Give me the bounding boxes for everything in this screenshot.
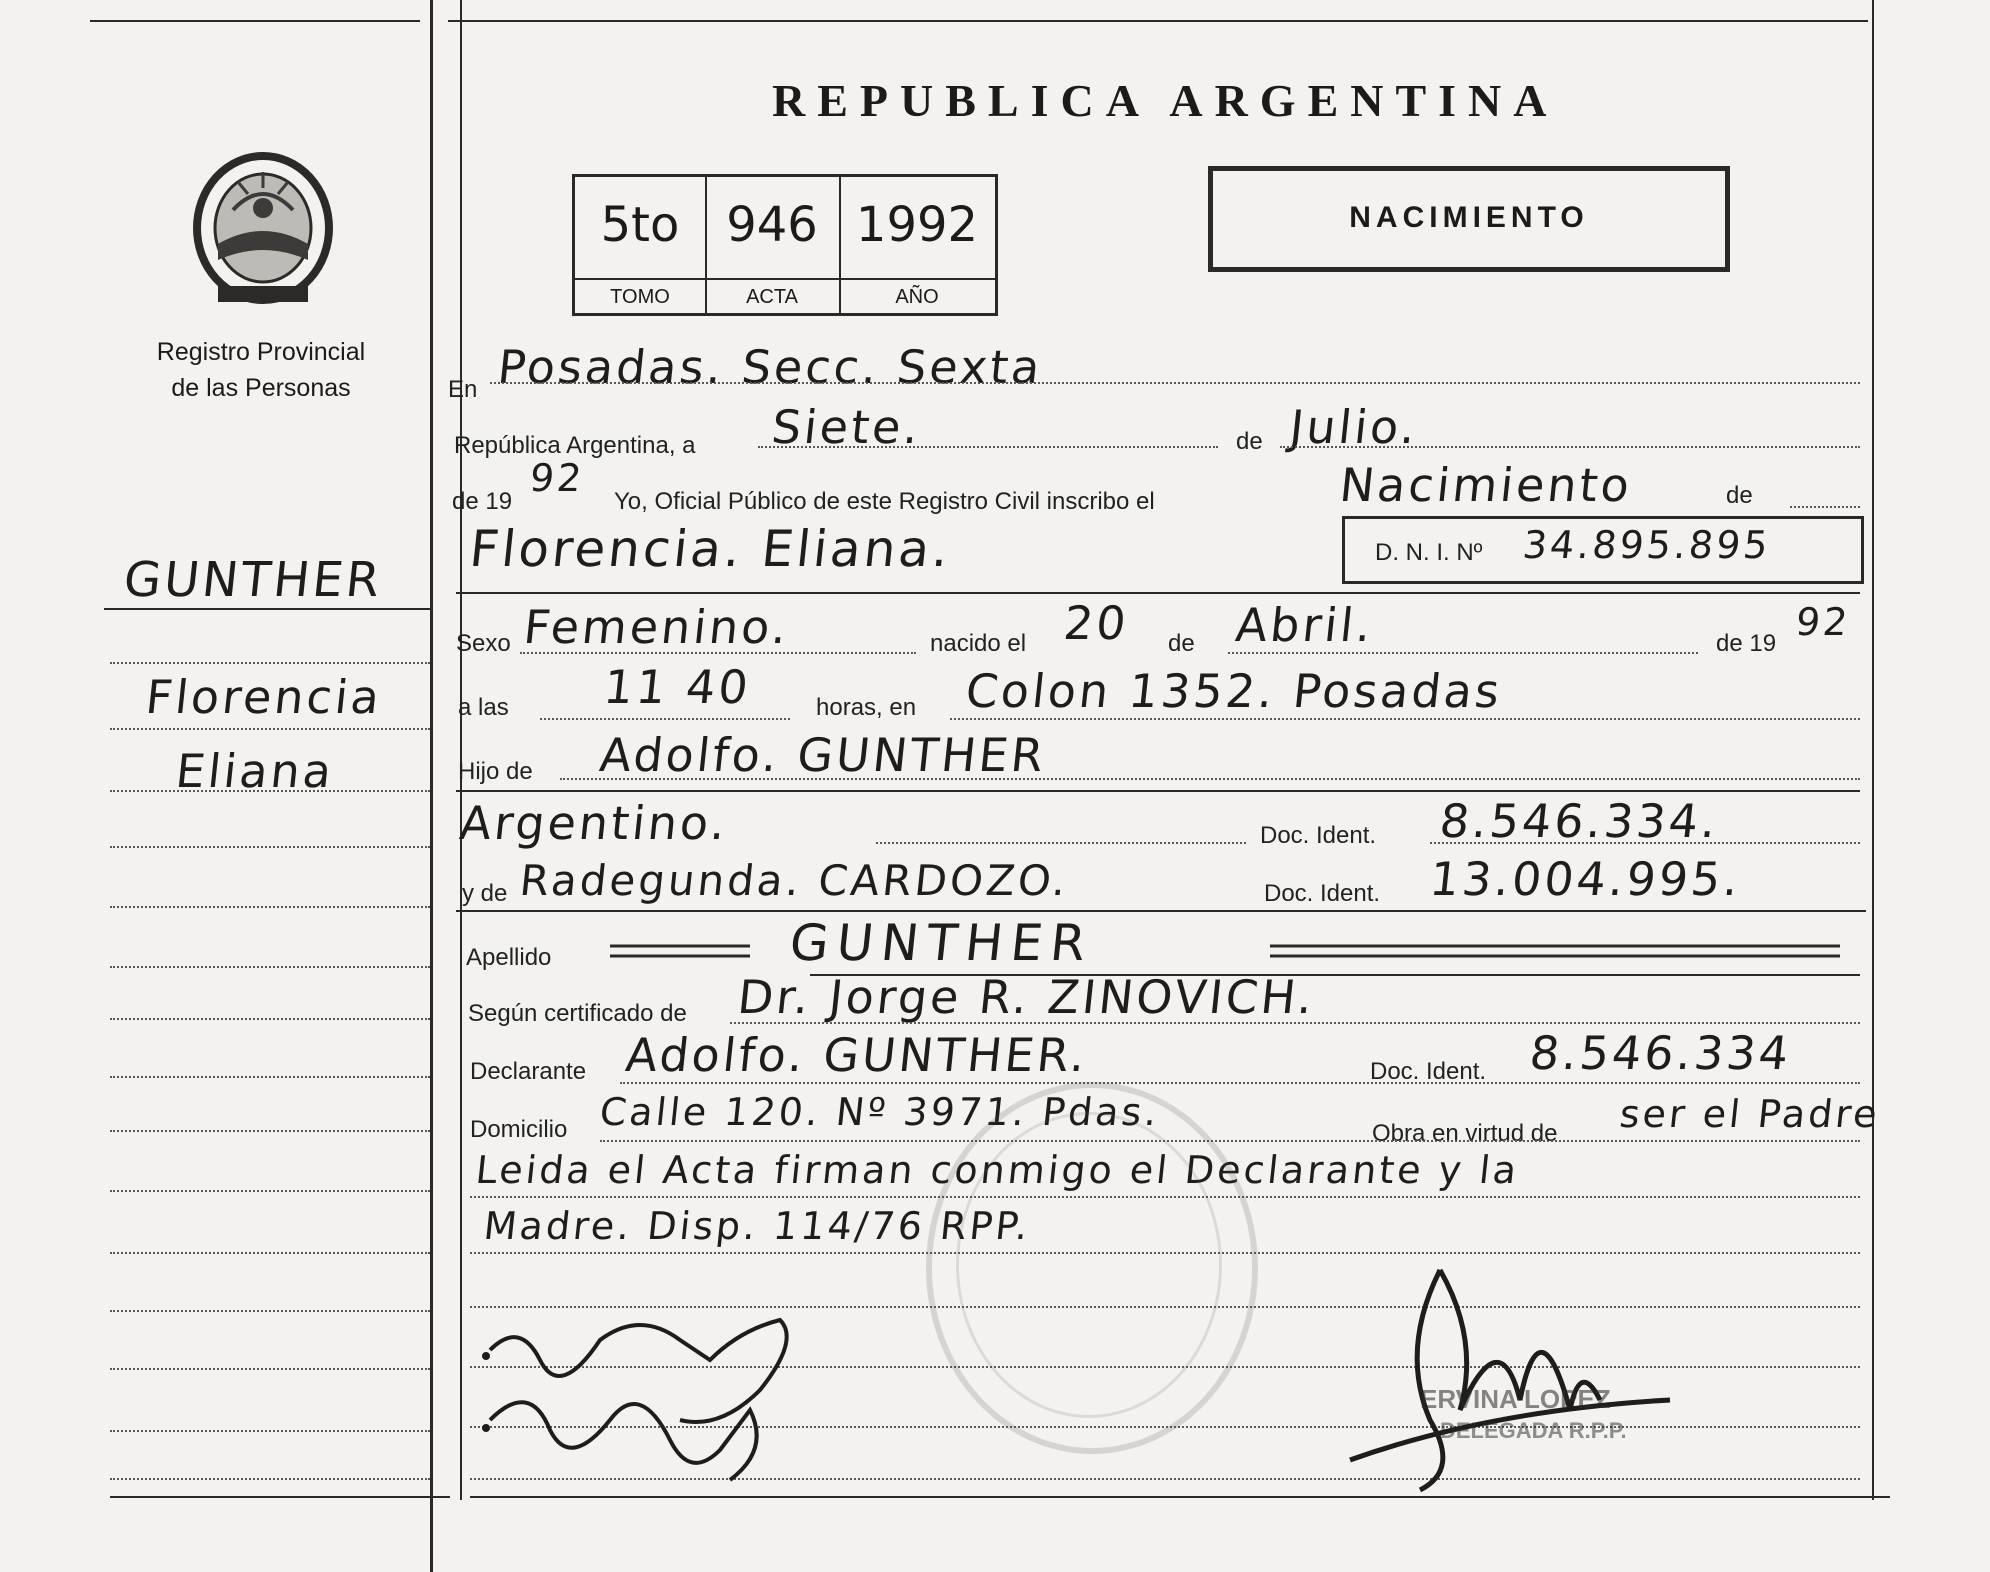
- mother-doc-label: Doc. Ident.: [1264, 880, 1381, 907]
- top-rule-left: [90, 20, 420, 22]
- yde-label: y de: [462, 880, 508, 907]
- day-dots: [758, 446, 1218, 448]
- father-doc: 8.546.334.: [1437, 794, 1722, 848]
- sexo-value: Femenino.: [521, 600, 793, 654]
- year-prefix-label: de 19: [452, 488, 513, 515]
- sexo-label: Sexo: [456, 630, 511, 657]
- month-dots: [1280, 446, 1860, 448]
- declarante-value: Adolfo. GUNTHER.: [623, 1028, 1091, 1082]
- row3-dots: [1790, 506, 1860, 508]
- officer-stamp-title: DELEGADA R.P.P.: [1440, 1418, 1627, 1443]
- form-right-border: [1872, 0, 1874, 1500]
- de-label-3: de: [1168, 630, 1195, 657]
- declarante-doc-label: Doc. Ident.: [1370, 1058, 1487, 1085]
- acta-label: ACTA: [705, 278, 839, 309]
- margin-dots-5: [110, 906, 430, 908]
- margin-surname: GUNTHER: [121, 552, 386, 608]
- officer-signature-icon: [1340, 1260, 1680, 1500]
- de-label-2: de: [1726, 482, 1753, 509]
- month-value: Julio.: [1287, 400, 1422, 454]
- observation-line-2: Madre. Disp. 114/76 RPP.: [481, 1204, 1033, 1248]
- margin-dots-9: [110, 1130, 430, 1132]
- margin-dots-3: [110, 790, 430, 792]
- observation-line-1: Leida el Acta firman conmigo el Declarante y la: [473, 1148, 1522, 1192]
- margin-first-name: Florencia: [143, 670, 385, 724]
- child-name: Florencia. Eliana.: [466, 520, 955, 578]
- hora-value: 11 40: [601, 660, 754, 714]
- provincial-seal-icon: [188, 148, 338, 306]
- anio-label: AÑO: [839, 278, 995, 309]
- father-value: Adolfo. GUNTHER: [597, 728, 1049, 782]
- birth-month-dots: [1228, 652, 1698, 654]
- dni-label: D. N. I. Nº: [1375, 539, 1483, 566]
- mother-value: Radegunda. CARDOZO.: [517, 856, 1072, 905]
- dni-box: [1342, 516, 1864, 584]
- registry-line2: de las Personas: [171, 374, 351, 402]
- birth-day: 20: [1061, 596, 1132, 650]
- obra-value: ser el Padre: [1617, 1092, 1882, 1136]
- en-label: En: [448, 376, 478, 403]
- margin-dots-12: [110, 1310, 430, 1312]
- margin-dots-10: [110, 1190, 430, 1192]
- margin-dots-8: [110, 1076, 430, 1078]
- anio-cell: [839, 177, 995, 313]
- margin-dots-6: [110, 966, 430, 968]
- oficial-text: Yo, Oficial Público de este Registro Civil inscribo el: [614, 488, 1155, 515]
- officer-stamp-name: ERVINA LOPEZ: [1420, 1384, 1611, 1414]
- margin-dots-14: [110, 1430, 430, 1432]
- horas-en-label: horas, en: [816, 694, 917, 721]
- en-value: Posadas. Secc. Sexta: [495, 340, 1046, 394]
- declarante-dots: [620, 1082, 1860, 1084]
- tomo-value: 5to: [600, 197, 680, 253]
- acta-cell: [705, 177, 841, 313]
- domicilio-label: Domicilio: [470, 1116, 568, 1143]
- mother-rule: [456, 910, 1866, 912]
- year-value: 92: [527, 456, 587, 500]
- obra-label: Obra en virtud de: [1372, 1120, 1558, 1147]
- nacido-label: nacido el: [930, 630, 1027, 657]
- bottom-rule-left: [110, 1496, 450, 1498]
- nationality-dots: [876, 842, 1246, 844]
- margin-dots-11: [110, 1252, 430, 1254]
- margin-middle-name: Eliana: [173, 744, 337, 798]
- acta-value: 946: [726, 197, 818, 253]
- tomo-cell: [575, 177, 707, 313]
- father-doc-dots: [1430, 842, 1860, 844]
- de-label: de: [1236, 428, 1263, 455]
- apellido-value: GUNTHER: [786, 914, 1097, 972]
- tomo-label: TOMO: [575, 278, 705, 309]
- birth-year-prefix: de 19: [1716, 630, 1777, 657]
- hijo-label: Hijo de: [458, 758, 533, 785]
- margin-dots-4: [110, 846, 430, 848]
- apellido-label: Apellido: [466, 944, 552, 971]
- margin-dots-15: [110, 1478, 430, 1480]
- margin-dots-7: [110, 1018, 430, 1020]
- mother-doc: 13.004.995.: [1427, 852, 1744, 906]
- margin-dots-2: [110, 728, 430, 730]
- declarante-label: Declarante: [470, 1058, 587, 1085]
- country-title: REPUBLICA ARGENTINA: [772, 75, 1559, 126]
- father-dots: [560, 778, 1860, 780]
- father-doc-label: Doc. Ident.: [1260, 822, 1377, 849]
- registry-line1: Registro Provincial: [156, 338, 366, 366]
- place-dots: [950, 718, 1860, 720]
- domicilio-dots: [600, 1140, 1860, 1142]
- declarant-signature-icon: [480, 1300, 820, 1490]
- margin-dots-13: [110, 1368, 430, 1370]
- sexo-dots: [520, 652, 916, 654]
- segun-label: Según certificado de: [468, 1000, 687, 1027]
- margin-dots-1: [110, 662, 430, 664]
- left-column-border: [430, 0, 433, 1572]
- declarante-doc: 8.546.334: [1527, 1026, 1794, 1080]
- record-number-box: [572, 174, 998, 316]
- margin-rule-1: [104, 608, 430, 610]
- republica-label: República Argentina, a: [454, 432, 696, 459]
- certificado-value: Dr. Jorge R. ZINOVICH.: [735, 970, 1319, 1024]
- certificado-dots: [730, 1022, 1860, 1024]
- day-value: Siete.: [769, 400, 925, 454]
- alas-label: a las: [458, 694, 509, 721]
- place-value: Colon 1352. Posadas: [963, 664, 1505, 718]
- right-column-border: [460, 0, 462, 1500]
- dni-value: 34.895.895: [1520, 523, 1773, 567]
- registry-name: [120, 334, 402, 406]
- top-rule-right: [448, 20, 1868, 22]
- birth-month: Abril.: [1233, 598, 1377, 652]
- anio-value: 1992: [855, 197, 979, 253]
- child-name-rule: [456, 592, 1860, 594]
- domicilio-value: Calle 120. Nº 3971. Pdas.: [597, 1090, 1162, 1134]
- act-type-label: NACIMIENTO: [1349, 201, 1589, 234]
- father-nationality: Argentino.: [457, 796, 731, 850]
- birth-year: 92: [1793, 600, 1853, 644]
- registry-stamp-inner: [956, 1112, 1222, 1418]
- en-dots: [490, 382, 1860, 384]
- act-type-box: [1208, 166, 1730, 272]
- hora-dots: [540, 718, 790, 720]
- father-rule: [456, 790, 1860, 792]
- nacimiento-value: Nacimiento: [1337, 458, 1635, 512]
